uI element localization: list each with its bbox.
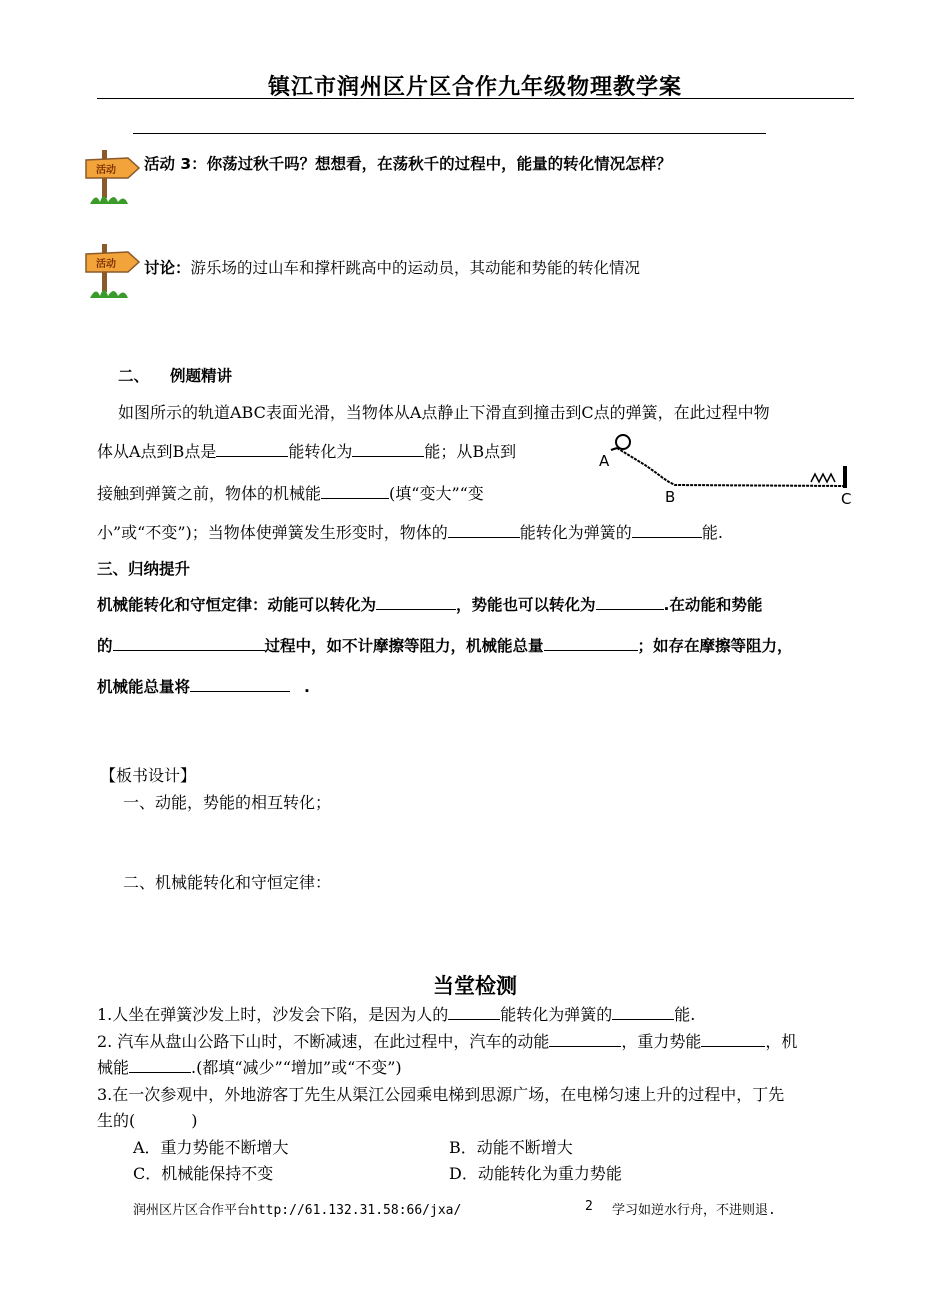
board-item-2: 二、机械能转化和守恒定律：	[123, 873, 332, 892]
page-title: 镇江市润州区片区合作九年级物理教学案	[267, 75, 682, 100]
section3-heading: 三、归纳提升	[97, 560, 191, 578]
answer-blank	[549, 1030, 621, 1047]
answer-blank	[216, 440, 288, 457]
text: .	[304, 678, 310, 696]
discussion-label: 讨论：	[144, 259, 191, 277]
footer-motto: 学习如逆水行舟，不进则退.	[612, 1203, 776, 1218]
answer-blank	[190, 675, 290, 692]
text: 小”或“不变”)；当物体使弹簧发生形变时，物体的	[97, 523, 448, 542]
section2-heading: 例题精讲	[170, 367, 233, 385]
summary-line-1	[97, 593, 762, 615]
text: 体从A点到B点是	[97, 442, 217, 461]
text: 2. 汽车从盘山公路下山时，不断减速，在此过程中，汽车的动能	[97, 1032, 550, 1051]
discussion-sign-icon	[84, 240, 140, 302]
text: 能.	[701, 523, 723, 542]
example-line-4	[97, 520, 723, 543]
text: )	[191, 1111, 198, 1130]
activity-sign-icon	[84, 146, 140, 208]
section2-number: 二、	[118, 367, 150, 385]
test-heading: 当堂检测	[433, 974, 517, 998]
text: .在动能和势能	[663, 596, 763, 614]
answer-blank	[448, 1003, 500, 1020]
answer-blank	[544, 634, 638, 651]
answer-blank	[321, 482, 389, 499]
text: 过程中，如不计摩擦等阻力，机械能总量	[264, 637, 544, 655]
text: (填“变大”“变	[389, 484, 484, 503]
example-line-1: 如图所示的轨道ABC表面光滑，当物体从A点静止下滑直到撞击到C点的弹簧，在此过程中物	[118, 403, 770, 422]
question-1	[97, 1002, 695, 1025]
text: 机械能总量将	[97, 678, 191, 696]
spring	[811, 474, 835, 482]
question-2-line-2	[97, 1055, 402, 1078]
question-3-line-1: 3.在一次参观中，外地游客丁先生从渠江公园乘电梯到思源广场，在电梯匀速上升的过程中，丁先	[97, 1085, 785, 1104]
answer-blank	[113, 634, 265, 651]
page-number: 2	[585, 1199, 593, 1214]
answer-blank	[612, 1003, 674, 1020]
object-ball	[616, 435, 630, 449]
discussion-text: 游乐场的过山车和撑杆跳高中的运动员，其动能和势能的转化情况	[190, 259, 641, 277]
answer-blank	[129, 1056, 191, 1073]
text: 生的(	[97, 1111, 136, 1130]
board-item-1: 一、动能，势能的相互转化；	[123, 793, 332, 812]
answer-blank	[632, 521, 702, 538]
label-a: A	[599, 452, 610, 470]
text: 的	[97, 637, 113, 655]
header-rule	[97, 98, 854, 99]
option-c: C．机械能保持不变	[133, 1164, 274, 1183]
text: 接触到弹簧之前，物体的机械能	[97, 484, 322, 503]
footer-platform: 润州区片区合作平台http://61.132.31.58:66/jxa/	[133, 1203, 462, 1218]
answer-blank	[376, 593, 456, 610]
activity3-prompt: 活动 3：你荡过秋千吗？想想看，在荡秋千的过程中，能量的转化情况怎样？	[144, 155, 672, 173]
answer-blank	[596, 593, 664, 610]
sign-label: 活动	[96, 165, 116, 176]
question-2-line-1	[97, 1029, 797, 1052]
text: 能转化为	[288, 442, 353, 461]
example-line-2	[97, 439, 516, 462]
text: 能.	[674, 1005, 696, 1024]
text: .(都填“减少”“增加”或“不变”)	[191, 1058, 402, 1077]
text: 机械能转化和守恒定律：动能可以转化为	[97, 596, 377, 614]
text: ；如存在摩擦等阻力，	[637, 637, 793, 655]
summary-line-2	[97, 634, 793, 656]
question-3-line-2	[97, 1108, 198, 1131]
header-subrule	[133, 133, 766, 134]
discussion-line	[144, 256, 640, 278]
text: 械能	[97, 1058, 130, 1077]
text: ，重力势能	[621, 1032, 702, 1051]
label-c: C	[841, 490, 852, 508]
wall	[843, 466, 847, 488]
option-d: D．动能转化为重力势能	[449, 1164, 622, 1183]
answer-blank	[352, 440, 424, 457]
text: ，势能也可以转化为	[456, 596, 596, 614]
text: 能转化为弹簧的	[519, 523, 632, 542]
track-figure	[595, 430, 860, 510]
text: ，机	[765, 1032, 798, 1051]
sign-label: 活动	[96, 259, 116, 270]
board-heading: 【板书设计】	[100, 766, 197, 785]
answer-blank	[701, 1030, 765, 1047]
label-b: B	[665, 488, 676, 506]
example-line-3	[97, 481, 484, 504]
track-curve	[617, 448, 845, 486]
answer-blank	[448, 521, 520, 538]
option-a: A．重力势能不断增大	[133, 1138, 289, 1157]
text: 能；从B点到	[424, 442, 517, 461]
summary-line-3	[97, 675, 310, 697]
text: 能转化为弹簧的	[500, 1005, 613, 1024]
option-b: B．动能不断增大	[449, 1138, 573, 1157]
text: 1.人坐在弹簧沙发上时，沙发会下陷，是因为人的	[97, 1005, 449, 1024]
